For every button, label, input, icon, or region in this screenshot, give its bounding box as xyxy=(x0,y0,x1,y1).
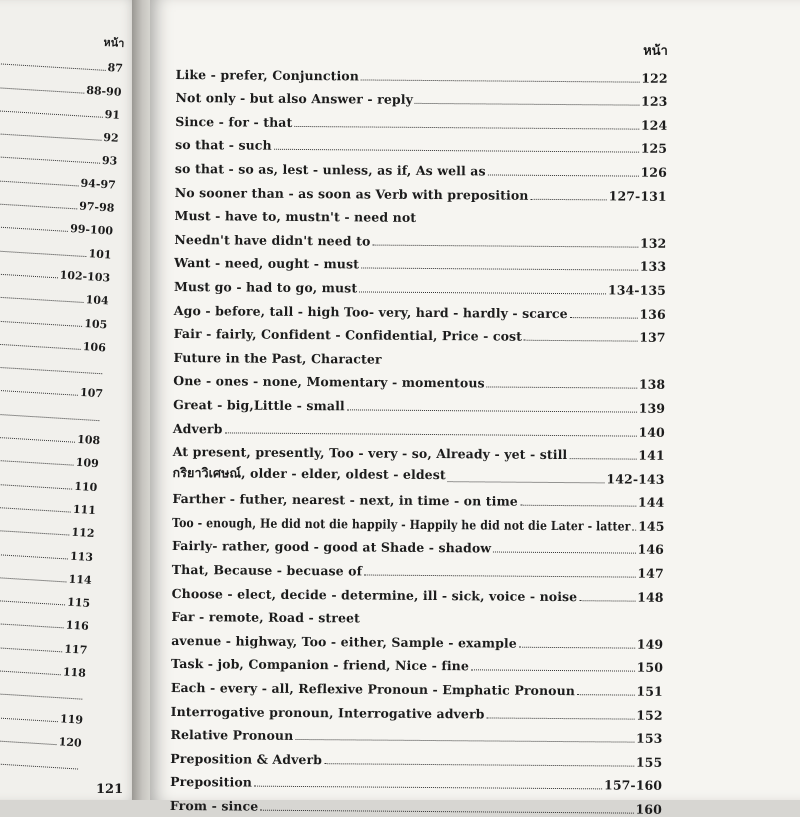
toc-entry-page-number: 141 xyxy=(638,447,665,463)
toc-row xyxy=(171,695,663,722)
table-of-contents xyxy=(170,36,668,817)
left-toc-page-number: 99-100 xyxy=(69,222,114,238)
toc-entry-page-number: 139 xyxy=(638,400,666,416)
left-toc-page-number: 102-103 xyxy=(59,268,111,285)
toc-row xyxy=(172,483,664,510)
left-page-footer-number: 121 xyxy=(96,782,124,797)
dot-leader xyxy=(487,387,637,389)
left-toc-page-number: 109 xyxy=(75,456,100,471)
left-toc-page-number: 106 xyxy=(82,339,107,355)
toc-row xyxy=(175,105,667,132)
toc-entry-page-number: 138 xyxy=(638,376,666,393)
toc-entry-title: Since - for - that xyxy=(175,113,293,130)
toc-entry-title: กริยาวิเศษณ์, older - elder, oldest - eldest xyxy=(172,464,446,482)
left-toc-page-number: 117 xyxy=(63,642,88,657)
toc-entry-page-number: 122 xyxy=(641,70,668,86)
left-toc-page-number: 116 xyxy=(65,618,90,634)
toc-entry-title: No sooner than - as soon as Verb with preposition xyxy=(174,184,529,203)
toc-entry-page-number: 124 xyxy=(640,117,668,133)
toc-entry-title: so that - so as, lest - unless, as if, As well as xyxy=(174,160,486,179)
toc-entry-title: One - ones - none, Momentary - momentous xyxy=(173,373,485,391)
left-toc-page-number: 104 xyxy=(85,293,110,308)
dot-leader xyxy=(260,810,633,814)
toc-entry-page-number: 133 xyxy=(639,258,667,275)
toc-entry-title: Far - remote, Road - street xyxy=(171,609,361,626)
left-toc-page-number: 118 xyxy=(62,665,87,680)
toc-row xyxy=(175,152,667,179)
toc-entry-title: Task - job, Companion - friend, Nice - fine xyxy=(171,656,470,674)
toc-entry-page-number: 137 xyxy=(639,329,666,345)
left-toc-page-number: 119 xyxy=(59,711,84,727)
toc-entry-page-number: 155 xyxy=(635,754,663,770)
toc-entry-title: so that - such xyxy=(175,137,272,154)
toc-entry-title: Want - need, ought - must xyxy=(174,255,360,272)
dot-leader xyxy=(359,291,606,294)
toc-row xyxy=(171,671,663,698)
dot-leader xyxy=(254,786,602,790)
dot-leader xyxy=(295,739,634,743)
dot-leader xyxy=(569,458,636,460)
toc-entry-page-number: 126 xyxy=(640,164,668,180)
toc-entry-title: Relative Pronoun xyxy=(170,727,294,744)
right-page xyxy=(150,0,800,817)
dot-leader xyxy=(415,103,639,106)
dot-leader xyxy=(0,713,58,721)
toc-entry-title: Must go - had to go, must xyxy=(173,278,358,296)
dot-leader xyxy=(520,505,636,507)
left-toc-page-number: 107 xyxy=(79,386,104,401)
left-toc-page-number: 91 xyxy=(104,107,121,122)
toc-entry-page-number: 123 xyxy=(641,93,668,110)
dot-leader xyxy=(0,737,57,745)
toc-row xyxy=(175,129,667,156)
toc-row xyxy=(175,200,667,227)
dot-leader xyxy=(361,268,638,271)
toc-entry-page-number: 148 xyxy=(637,589,664,605)
dot-leader xyxy=(0,667,61,675)
toc-row xyxy=(172,506,664,533)
toc-row xyxy=(171,624,663,651)
toc-entry-title: Farther - futher, nearest - next, in time - on time xyxy=(172,491,518,509)
toc-row xyxy=(174,270,666,297)
toc-row xyxy=(172,459,664,486)
dot-leader xyxy=(0,644,62,652)
left-toc-page-number: 92 xyxy=(102,131,120,145)
toc-row xyxy=(173,435,665,462)
toc-entry-page-number: 151 xyxy=(636,683,663,699)
dot-leader xyxy=(0,760,78,770)
left-toc-page-number: 88-90 xyxy=(85,83,122,99)
toc-row xyxy=(176,58,668,85)
toc-entry-title: Preposition xyxy=(170,774,253,791)
toc-row xyxy=(175,176,667,203)
toc-row xyxy=(173,365,665,392)
dot-leader xyxy=(488,174,639,176)
toc-entry-page-number: 134-135 xyxy=(607,282,667,298)
dot-leader xyxy=(577,694,634,695)
left-toc-page-number: 113 xyxy=(69,549,94,564)
toc-row xyxy=(174,318,666,345)
left-page-header: หน้า xyxy=(103,35,125,50)
dot-leader xyxy=(531,198,607,200)
toc-entry-title: Each - every - all, Reflexive Pronoun - Emphatic Pronoun xyxy=(170,680,576,699)
dot-leader xyxy=(0,272,58,279)
left-toc-page-number: 94-97 xyxy=(80,176,117,192)
dot-leader xyxy=(487,717,635,719)
left-toc-page-number: 114 xyxy=(68,572,92,587)
dot-leader xyxy=(347,409,637,412)
toc-entry-title: Ago - before, tall - high Too- very, hard - hardly - scarce xyxy=(173,302,568,321)
dot-leader xyxy=(524,340,637,342)
toc-entry-title: Not only - but also Answer - reply xyxy=(175,90,414,108)
toc-row xyxy=(172,553,664,580)
toc-row xyxy=(174,223,666,250)
toc-entry-page-number: 147 xyxy=(637,565,664,581)
toc-entry-page-number: 153 xyxy=(636,730,663,747)
dot-leader xyxy=(448,481,605,483)
page-column-header: หน้า xyxy=(643,43,668,59)
toc-entry-title: Interrogative pronoun, Interrogative adverb xyxy=(170,703,485,722)
dot-leader xyxy=(632,529,636,530)
toc-entry-title: Too - enough, He did not die happily - Happily he did not die Later - latter xyxy=(172,514,631,534)
left-toc-page-number: 111 xyxy=(72,502,97,518)
left-toc-page-number: 110 xyxy=(73,479,98,494)
left-page-toc xyxy=(0,25,125,773)
dot-leader xyxy=(364,575,635,578)
toc-row xyxy=(173,388,665,415)
toc-entry-page-number: 136 xyxy=(639,306,666,322)
left-page xyxy=(0,0,138,800)
toc-entry-title: avenue - highway, Too - either, Sample - example xyxy=(171,632,517,651)
toc-entry-title: Great - big,Little - small xyxy=(173,396,345,414)
toc-row xyxy=(174,294,666,321)
dot-leader xyxy=(362,623,661,625)
toc-entry-page-number: 152 xyxy=(636,707,663,723)
toc-entry-page-number: 150 xyxy=(636,660,664,676)
left-toc-page-number: 101 xyxy=(88,246,112,262)
toc-row xyxy=(171,601,663,628)
toc-row xyxy=(173,341,665,368)
toc-entry-page-number: 146 xyxy=(637,542,665,558)
dot-leader xyxy=(570,317,638,319)
dot-leader xyxy=(324,763,634,766)
dot-leader xyxy=(418,222,664,224)
left-toc-page-number: 87 xyxy=(107,61,124,76)
toc-row xyxy=(170,742,662,769)
left-toc-page-number: 97-98 xyxy=(78,199,115,215)
toc-row xyxy=(172,530,664,557)
toc-entry-title: At present, presently, Too - very - so, Already - yet - still xyxy=(172,444,568,463)
toc-entry-title: From - since xyxy=(169,797,259,814)
toc-entry-page-number: 144 xyxy=(637,494,665,511)
toc-entry-page-number: 160 xyxy=(635,801,663,817)
left-toc-page-number: 93 xyxy=(101,154,118,169)
toc-row xyxy=(170,789,662,816)
dot-leader xyxy=(471,670,635,672)
dot-leader xyxy=(361,79,639,82)
left-toc-page-number: 108 xyxy=(76,432,101,448)
dot-leader xyxy=(384,363,664,365)
toc-row xyxy=(171,648,663,675)
toc-row xyxy=(174,247,666,274)
toc-entry-title: Adverb xyxy=(172,420,223,436)
toc-entry-title: That, Because - becuase of xyxy=(171,562,363,579)
dot-leader xyxy=(294,126,639,130)
dot-leader xyxy=(274,149,639,153)
dot-leader xyxy=(493,552,635,554)
toc-entry-title: Choose - elect, decide - determine, ill - sick, voice - noise xyxy=(171,585,578,604)
toc-entry-title: Fair - fairly, Confident - Confidential, Price - cost xyxy=(173,326,523,344)
toc-row xyxy=(170,719,662,746)
dot-leader xyxy=(519,647,635,649)
toc-entry-title: Must - have to, mustn't - need not xyxy=(174,208,417,226)
left-toc-page-number: 120 xyxy=(58,735,83,750)
left-toc-page-number: 105 xyxy=(83,316,108,332)
left-toc-page-number: 115 xyxy=(66,595,91,611)
toc-row xyxy=(172,577,664,604)
left-toc-page-number: 112 xyxy=(71,525,95,541)
toc-entry-page-number: 142-143 xyxy=(606,471,665,487)
toc-entry-page-number: 125 xyxy=(640,141,668,157)
toc-row xyxy=(170,766,662,793)
toc-entry-title: Needn't have didn't need to xyxy=(174,231,371,249)
toc-entry-page-number: 140 xyxy=(638,424,665,440)
dot-leader xyxy=(579,600,635,601)
toc-entry-page-number: 127-131 xyxy=(608,187,667,204)
toc-entry-page-number: 149 xyxy=(636,636,664,652)
dot-leader xyxy=(372,244,638,247)
toc-entry-title: Fairly- rather, good - good at Shade - shadow xyxy=(171,538,492,556)
toc-entry-title: Like - prefer, Conjunction xyxy=(175,66,360,84)
toc-entry-page-number: 132 xyxy=(639,235,667,251)
toc-entry-title: Future in the Past, Character xyxy=(173,349,382,367)
toc-row xyxy=(175,82,667,109)
toc-entry-title: Preposition & Adverb xyxy=(170,750,323,767)
toc-entry-page-number: 157-160 xyxy=(603,777,663,794)
toc-entry-page-number: 145 xyxy=(638,518,665,534)
